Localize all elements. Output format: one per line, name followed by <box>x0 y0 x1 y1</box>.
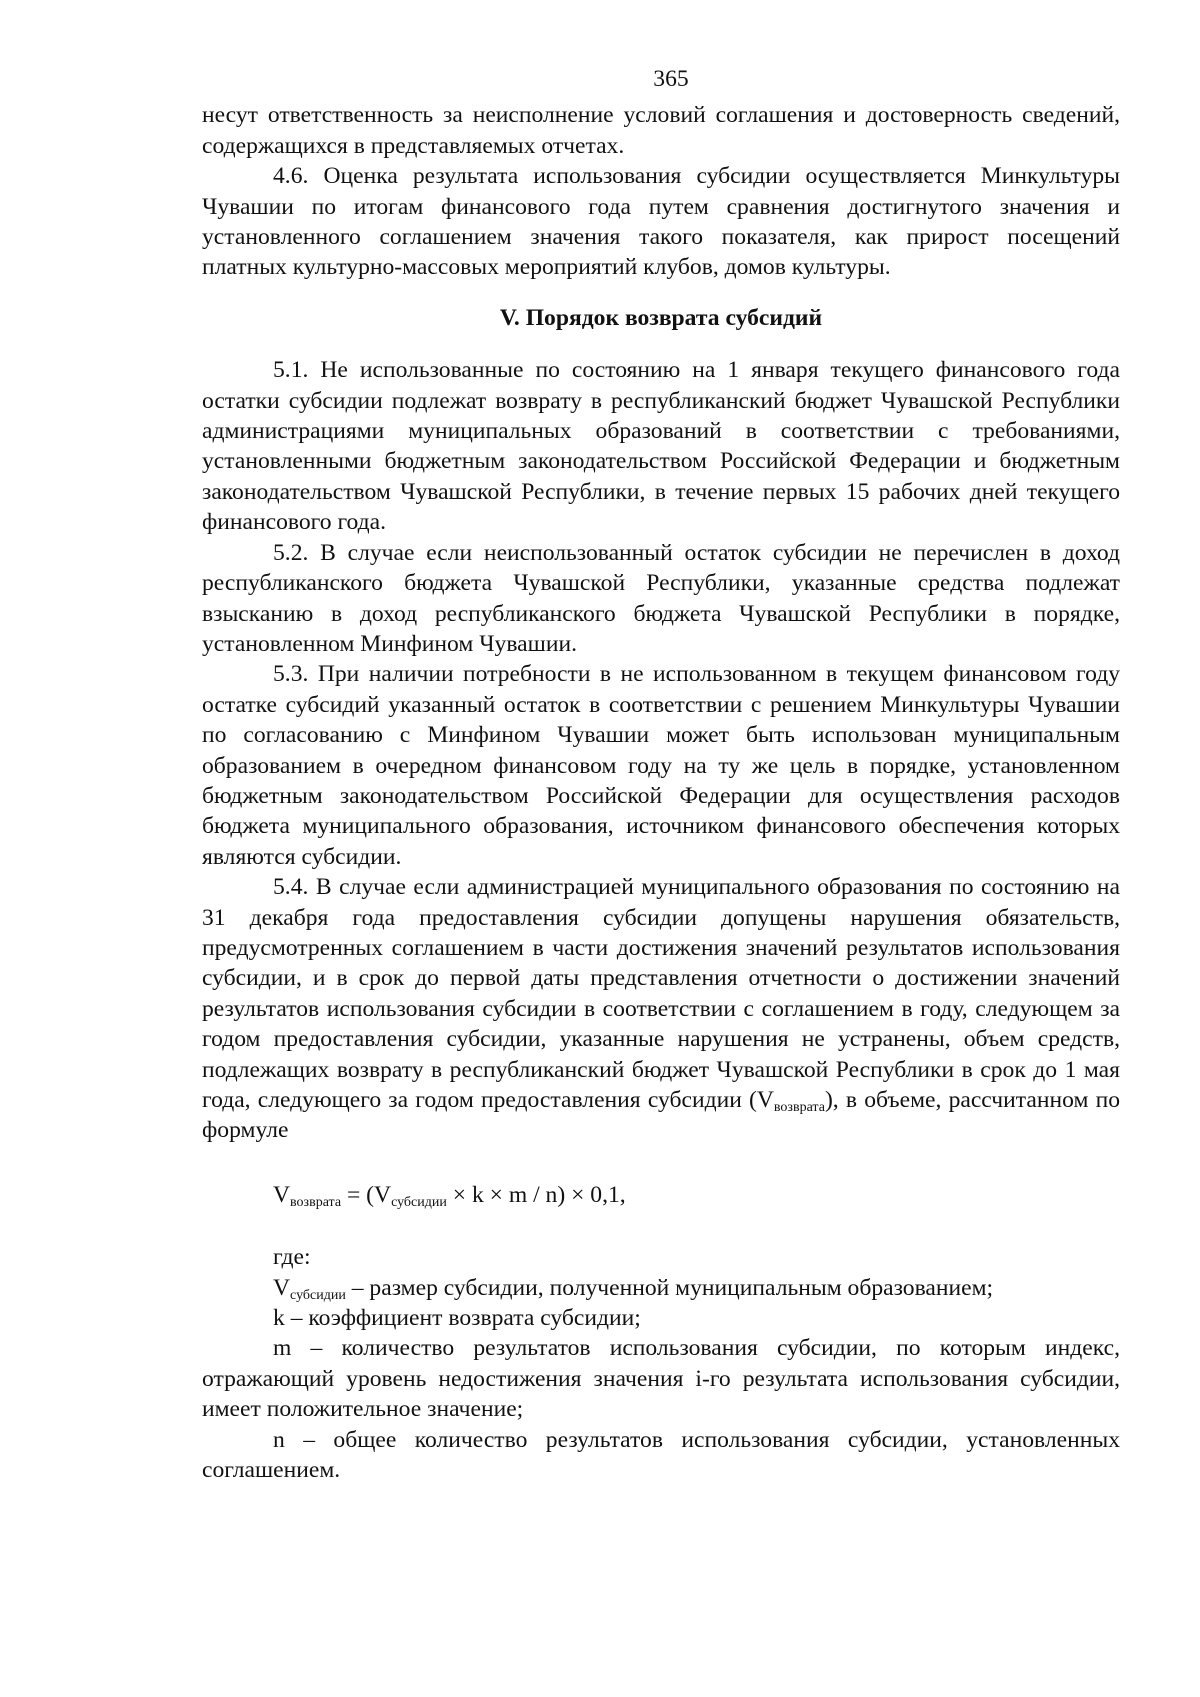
definition-symbol: V <box>273 1274 291 1301</box>
definition-n <box>202 1425 1120 1486</box>
paragraph-5-4-tail: ), в объеме, рассчитанном по формуле <box>202 1087 1121 1144</box>
definition-k <box>202 1303 1120 1333</box>
return-formula <box>273 1180 1120 1210</box>
definition-text: – размер субсидии, полученной муниципальным образованием; <box>345 1274 994 1301</box>
formula-v-subscript: возврата <box>290 1194 342 1210</box>
definition-symbol-subscript: субсидии <box>290 1287 346 1303</box>
definition-symbol: m <box>273 1335 292 1362</box>
definition-m <box>202 1333 1120 1424</box>
document-page <box>202 64 1120 1485</box>
formula-rest: × k × m / n) × 0,1, <box>446 1181 626 1208</box>
paragraph-continuation: несут ответственность за неисполнение условий соглашения и достоверность сведений, содержащихся в представляемых отчетах. <box>202 102 1120 159</box>
definition-v-subsidy <box>202 1273 1120 1303</box>
paragraph-4-6: 4.6. Оценка результата использования субсидии осуществляется Минкультуры Чувашии по итогам финансового года путем сравнения достигнутого значения и установленного соглашением значения такого показателя, как прирост посещений платных культурно-массовых мероприятий клубов, домов культуры. <box>202 163 1120 281</box>
definition-symbol: n <box>273 1426 285 1453</box>
paragraph-5-1: 5.1. Не использованные по состоянию на 1 января текущего финансового года остатки субсидии подлежат возврату в республиканский бюджет Чувашской Республики администрациями муниципальных образований в соответствии с требованиями, установленными бюджетным законодательством Российской Федерации и бюджетным законодательством Чувашской Республики, в течение первых 15 рабочих дней текущего финансового года. <box>202 357 1120 536</box>
paragraph-5-4-subscript: возврата <box>773 1100 825 1115</box>
formula-equals-open: = (V <box>341 1181 392 1208</box>
formula-subsidy-subscript: субсидии <box>391 1194 447 1210</box>
paragraph-5-2: 5.2. В случае если неиспользованный остаток субсидии не перечислен в доход республиканского бюджета Чувашской Республики, указанные средства подлежат взысканию в доход республиканского бюджета Чувашской Республики в порядке, установленном Минфином Чувашии. <box>202 539 1120 657</box>
definition-symbol: k <box>273 1305 285 1332</box>
formula-v: V <box>273 1181 291 1208</box>
where-label: где: <box>273 1244 311 1271</box>
page-number: 365 <box>653 66 689 92</box>
definition-text: – количество результатов использования субсидии, по которым индекс, отражающий уровень недостижения значения i-го результата использования субсидии, имеет положительное значение; <box>202 1335 1120 1423</box>
definition-text: – общее количество результатов использования субсидии, установленных соглашением. <box>202 1426 1120 1484</box>
definition-text: – коэффициент возврата субсидии; <box>284 1305 641 1332</box>
paragraph-5-3: 5.3. При наличии потребности в не использованном в текущем финансовом году остатке субсидий указанный остаток в соответствии с решением Минкультуры Чувашии по согласованию с Минфином Чувашии может быть использован муниципальным образованием в очередном финансовом году на ту же цель в порядке, установленном бюджетным законодательством Российской Федерации для осуществления расходов бюджета муниципального образования, источником финансового обеспечения которых являются субсидии. <box>202 661 1120 870</box>
paragraph-5-4 <box>202 872 1120 1146</box>
section-heading: V. Порядок возврата субсидий <box>499 304 823 331</box>
paragraph-5-4-text: 5.4. В случае если администрацией муниципального образования по состоянию на 31 декабря года предоставления субсидии допущены нарушения обязательств, предусмотренных соглашением в части достижения значений результатов использования субсидии, и в срок до первой даты представления отчетности о достижении значений результатов использования субсидии в соответствии с соглашением в году, следующем за годом предоставления субсидии, указанные нарушения не устранены, объем средств, подлежащих возврату в республиканский бюджет Чувашской Республики в срок до 1 мая года, следующего за годом предоставления субсидии (V <box>202 874 1120 1113</box>
